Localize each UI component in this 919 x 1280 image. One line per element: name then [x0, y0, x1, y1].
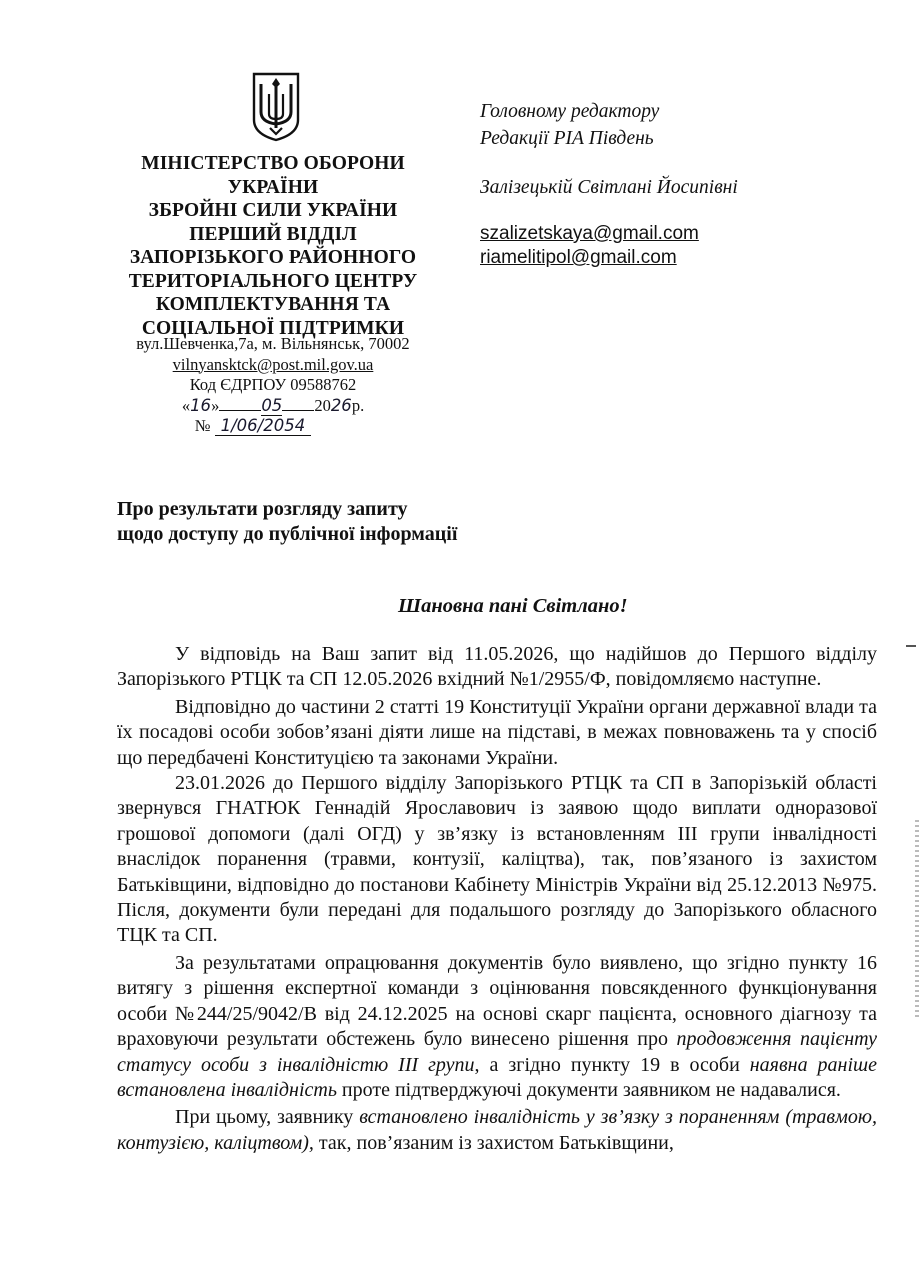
addressee-line: Редакції РІА Південь [480, 128, 654, 149]
ukraine-coat-of-arms-icon [251, 72, 301, 142]
org-line: СОЦІАЛЬНОЇ ПІДТРИМКИ [141, 317, 405, 339]
sender-details [98, 334, 448, 437]
sender-email-link[interactable]: vilnyansktck@post.mil.gov.ua [172, 354, 374, 374]
body-paragraph: При цьому, заявнику встановлено інвалідність у зв’язку з пораненням (травмою, контузією, каліцтвом), так, пов’язаним із захистом Батьківщини, [117, 1106, 877, 1154]
outgoing-date: «16» 05 2026р. [181, 395, 365, 415]
organization-block [98, 152, 448, 340]
margin-mark [906, 645, 916, 647]
sender-edrpou: Код ЄДРПОУ 09588762 [189, 375, 357, 394]
addressee-email-link[interactable]: szalizetskaya@gmail.com [480, 223, 699, 244]
salutation: Шановна пані Світлано! [398, 595, 628, 617]
org-line: ЗБРОЙНІ СИЛИ УКРАЇНИ [148, 200, 398, 221]
addressee-block [480, 98, 900, 201]
body-paragraph: За результатами опрацювання документів було виявлено, що згідно пункту 16 витягу з рішення експертної команди з оцінювання повсякденного функціонування особи №244/25/9042/В від 24.12.2025 на основі скарг пацієнта, основного діагнозу та враховуючи результати обстежень було винесено рішення про продовження пацієнту статусу особи з інвалідністю ІІІ групи, а згідно пункту 19 в особи наявна раніше встановлена інвалідність проте підтверджуючі документи заявником не надавалися. [117, 951, 877, 1101]
addressee-line: Головному редактору [480, 101, 660, 122]
org-line: МІНІСТЕРСТВО ОБОРОНИ [141, 153, 405, 174]
org-line: ЗАПОРІЗЬКОГО РАЙОННОГО [129, 247, 417, 268]
org-line: УКРАЇНИ [227, 176, 319, 198]
addressee-name: Залізецькій Світлані Йосипівні [480, 177, 738, 198]
addressee-email-link[interactable]: riamelitipol@gmail.com [480, 247, 677, 268]
body-paragraph: Відповідно до частини 2 статті 19 Конституції України органи державної влади та їх посадові особи зобов’язані діяти лише на підставі, в межах повноважень та у спосіб що передбачені Конституцією та законами України. [117, 695, 877, 769]
scan-edge-artifact [915, 820, 919, 1020]
body-paragraph: У відповідь на Ваш запит від 11.05.2026, що надійшов до Першого відділу Запорізького РТЦК та СП 12.05.2026 вхідний №1/2955/Ф, повідомляємо наступне. [117, 643, 877, 691]
letter-subject: Про результати розгляду запиту щодо доступу до публічної інформації [117, 498, 458, 545]
sender-address: вул.Шевченка,7а, м. Вільнянськ, 70002 [136, 334, 410, 353]
org-line: ПЕРШИЙ ВІДДІЛ [189, 223, 357, 245]
letter-body [117, 642, 877, 1156]
addressee-emails [480, 222, 900, 270]
org-line: ТЕРИТОРІАЛЬНОГО ЦЕНТРУ [128, 270, 418, 292]
body-paragraph: 23.01.2026 до Першого відділу Запорізького РТЦК та СП в Запорізькій області звернувся ГНАТЮК Геннадій Ярославович із заявою щодо виплати одноразової грошової допомоги (далі ОГД) у зв’язку із встановленням ІІІ групи інвалідності внаслідок поранення (травми, контузії, каліцтва), так, пов’язаного із захистом Батьківщини, відповідно до постанови Кабінету Міністрів України від 25.12.2013 №975. Після, документи були передані для подальшого розгляду до Запорізького обласного ТЦК та СП. [117, 772, 877, 947]
org-line: КОМПЛЕКТУВАННЯ ТА [155, 294, 391, 315]
outgoing-number: № 1/06/2054 [98, 416, 448, 437]
